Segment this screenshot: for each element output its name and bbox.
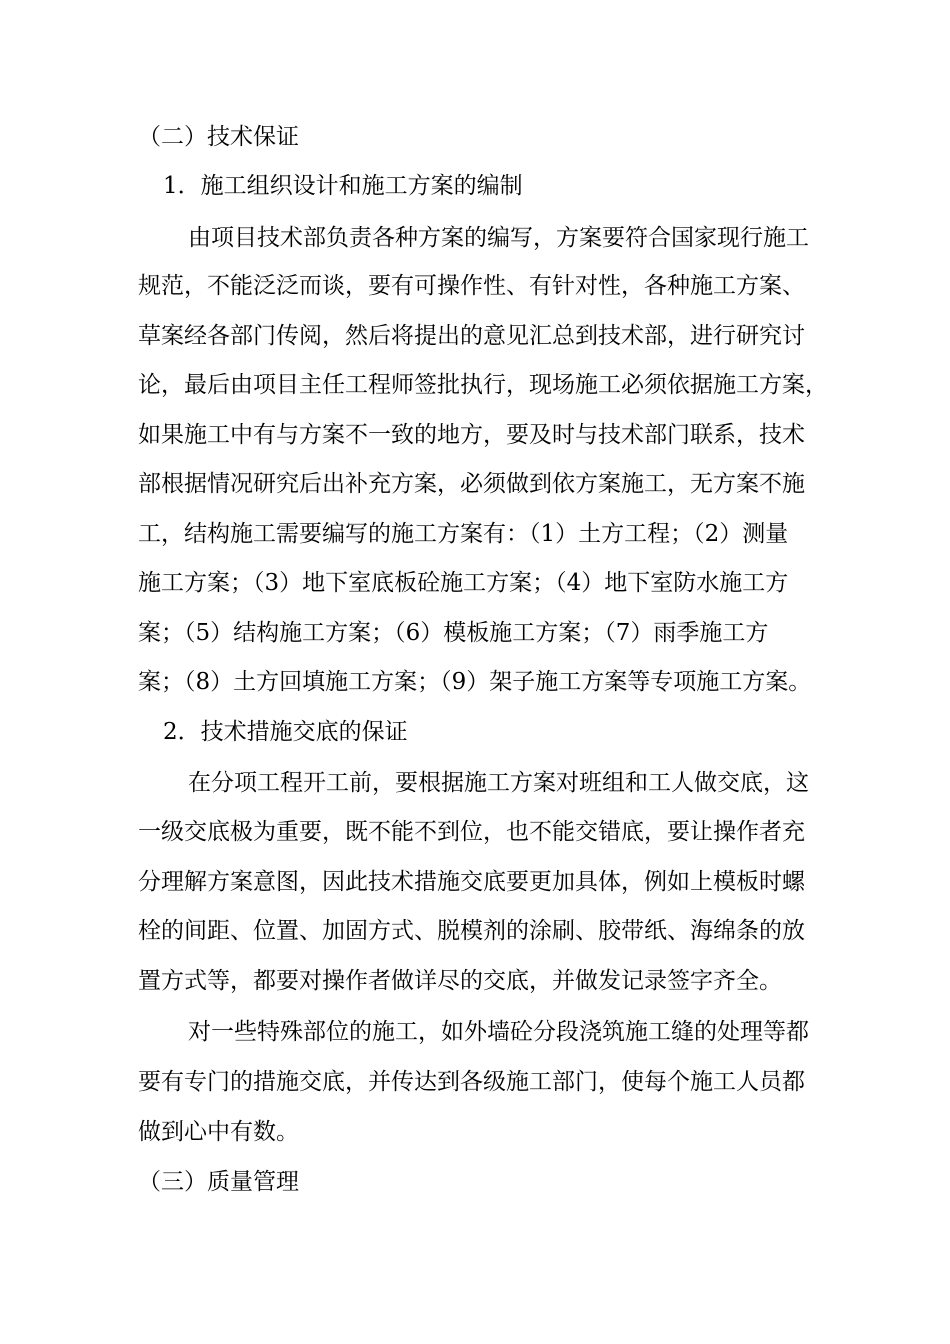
paragraph-line: 分理解方案意图，因此技术措施交底要更加具体，例如上模板时螺 [138, 869, 805, 895]
paragraph-line: 案；（5）结构施工方案；（6）模板施工方案；（7）雨季施工方 [138, 620, 769, 646]
paragraph-line: 在分项工程开工前，要根据施工方案对班组和工人做交底，这 [188, 770, 809, 796]
section-heading-technical-guarantee: （二）技术保证 [138, 124, 299, 150]
section-heading-quality-management: （三）质量管理 [138, 1169, 299, 1195]
paragraph-line: 草案经各部门传阅，然后将提出的意见汇总到技术部，进行研究讨 [138, 323, 805, 349]
paragraph-line: 论，最后由项目主任工程师签批执行，现场施工必须依据施工方案， [138, 372, 828, 398]
paragraph-line: 置方式等，都要对操作者做详尽的交底，并做发记录签字齐全。 [138, 968, 782, 994]
subheading-construction-plan: 1．施工组织设计和施工方案的编制 [163, 173, 523, 199]
paragraph-line: 施工方案；（3）地下室底板砼施工方案；（4）地下室防水施工方 [138, 570, 789, 596]
paragraph-line: 对一些特殊部位的施工，如外墙砼分段浇筑施工缝的处理等都 [188, 1019, 809, 1045]
paragraph-line: 做到心中有数。 [138, 1119, 299, 1145]
paragraph-line: 工，结构施工需要编写的施工方案有：（1）土方工程；（2）测量 [138, 521, 789, 547]
paragraph-line: 要有专门的措施交底，并传达到各级施工部门，使每个施工人员都 [138, 1069, 805, 1095]
paragraph-line: 一级交底极为重要，既不能不到位，也不能交错底，要让操作者充 [138, 819, 805, 845]
paragraph-line: 如果施工中有与方案不一致的地方，要及时与技术部门联系，技术 [138, 422, 805, 448]
paragraph-line: 栓的间距、位置、加固方式、脱模剂的涂刷、胶带纸、海绵条的放 [138, 918, 805, 944]
subheading-technical-briefing: 2．技术措施交底的保证 [163, 719, 408, 745]
paragraph-line: 部根据情况研究后出补充方案，必须做到依方案施工，无方案不施 [138, 471, 805, 497]
paragraph-line: 案；（8）土方回填施工方案；（9）架子施工方案等专项施工方案。 [138, 669, 812, 695]
paragraph-line: 由项目技术部负责各种方案的编写，方案要符合国家现行施工 [188, 225, 809, 251]
paragraph-line: 规范，不能泛泛而谈，要有可操作性、有针对性，各种施工方案、 [138, 273, 805, 299]
